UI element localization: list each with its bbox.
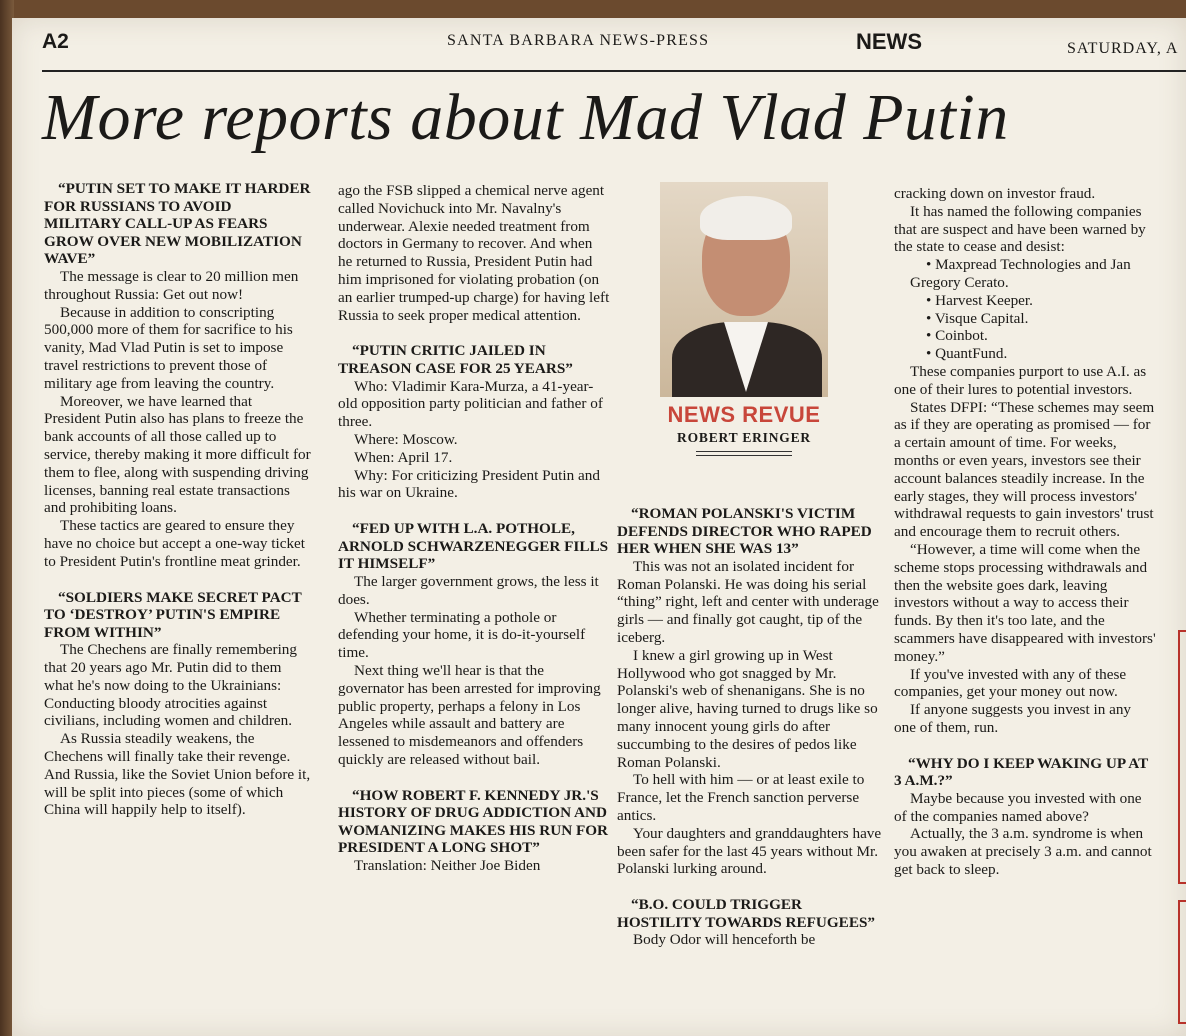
section-label: NEWS [856,29,922,54]
page-headline: More reports about Mad Vlad Putin [42,81,1009,154]
header-rule [42,70,1186,72]
paragraph: It has named the following companies that are suspect and have been warned by the state to cease and desist: [894,202,1146,256]
subhead-soldiers-pact: “SOLDIERS MAKE SECRET PACT TO ‘DESTROY’ PUTIN'S EMPIRE FROM WITHIN” [44,588,302,641]
byline: ROBERT ERINGER [677,430,811,445]
paragraph: This was not an isolated incident for Roman Polanski. He was doing his serial “thing” right, left and center with underage girls — and finally got caught, tip of the iceberg. [617,557,879,646]
list-item: • Harvest Keeper. [926,291,1033,309]
subhead-pothole: “FED UP WITH L.A. POTHOLE, ARNOLD SCHWARZENEGGER FILLS IT HIMSELF” [338,520,609,573]
paragraph: These companies purport to use A.I. as one of their lures to potential investors. [894,362,1147,398]
paragraph: To hell with him — or at least exile to France, let the French sanction perverse antics. [617,771,865,824]
paragraph: ago the FSB slipped a chemical nerve agent called Novichuck into Mr. Navalny's underwear. Alexie needed treatment from doctors in Germany to recover. And when he returned to Russia, President Putin had him imprisoned for violating probation (on an earlier trumped-up charge) for having left Russia to seek proper medical attention. [338,182,610,324]
paragraph: Where: Moscow. [354,430,458,448]
paragraph: Your daughters and granddaughters have been safer for the last 45 years without Mr. Polanski lurking around. [617,824,882,878]
paragraph: Actually, the 3 a.m. syndrome is when you awaken at precisely 3 a.m. and cannot get back to sleep. [894,825,1152,879]
paragraph: Translation: Neither Joe Biden [354,857,541,875]
paragraph: Who: Vladimir Kara-Murza, a 41-year-old opposition party politician and father of three. [338,377,603,431]
paragraph: The larger government grows, the less it does. [338,572,599,608]
paragraph: The Chechens are finally remembering that 20 years ago Mr. Putin did to them what he's now doing to the Ukrainians: Conducting bloody atrocities against civilians, including women and children. [44,641,297,730]
paragraph: As Russia steadily weakens, the Chechens will finally take their revenge. And Russia, like the Soviet Union before it, will be split into pieces (some of which China will happily help to itself). [44,730,311,819]
paragraph: These tactics are geared to ensure they have no choice but accept a one-way ticket to President Putin's frontline meat grinder. [44,517,306,570]
subhead-3am: “WHY DO I KEEP WAKING UP AT 3 A.M.?” [894,754,1148,790]
paper-name: SANTA BARBARA NEWS-PRESS [447,32,710,49]
paragraph: Because in addition to conscripting 500,000 more of them for sacrifice to his vanity, Mad Vlad Putin is set to impose travel restrictions to prevent those of military age from leaving the country. [44,303,293,392]
subhead-putin-critic: “PUTIN CRITIC JAILED IN TREASON CASE FOR 25 YEARS” [338,342,573,377]
issue-date: SATURDAY, A [1067,40,1179,57]
column-1 [44,180,312,819]
column-badge: NEWS REVUE [667,402,821,427]
paragraph: If anyone suggests you invest in any one of them, run. [894,701,1132,736]
paragraph: States DFPI: “These schemes may seem as if they are operating as promised — for a certain amount of time. For weeks, months or even years, investors see their account balances steadily increase. In the early stages, they will process investors' withdrawal requests to gain investors' trust and encourage them to recruit others. [894,398,1155,541]
subhead-polanski: “ROMAN POLANSKI'S VICTIM DEFENDS DIRECTOR WHO RAPED HER WHEN SHE WAS 13” [617,505,872,558]
paragraph: cracking down on investor fraud. [894,185,1096,202]
columnist-photo [660,182,828,397]
paragraph: Body Odor will henceforth be [633,931,816,949]
subhead-mobilization: “PUTIN SET TO MAKE IT HARDER FOR RUSSIANS TO AVOID MILITARY CALL-UP AS FEARS GROW OVER NEW MOBILIZATION WAVE” [44,180,311,268]
byline-rule [696,455,792,456]
paragraph: “However, a time will come when the scheme stops processing withdrawals and then the website goes dark, leaving investors without a way to access their funds. By then it's too late, and the scammers have disappeared with investors' money.” [894,540,1156,665]
list-item: • Coinbot. [926,327,988,345]
page-number: A2 [42,30,69,53]
paragraph: Why: For criticizing President Putin and his war on Ukraine. [338,466,600,502]
page-header [42,28,1186,58]
list-item: • QuantFund. [926,345,1008,363]
paragraph: Whether terminating a pothole or defending your home, it is do-it-yourself time. [338,608,586,662]
column-3 [617,505,885,949]
byline-rule [696,451,792,452]
list-item: • Visque Capital. [926,309,1029,327]
column-4 [894,185,1156,879]
paragraph: Next thing we'll hear is that the governator has been arrested for improving public property, perhaps a felony in Los Angeles while assault and battery are lessened to misdemeanors and offenders quickly are released without bail. [338,661,601,768]
list-item: • Maxpread Technologies and Jan Gregory Cerato. [910,256,1131,291]
adjacent-box-edge [1178,630,1186,884]
adjacent-box-edge [1178,900,1186,1024]
subhead-rfk: “HOW ROBERT F. KENNEDY JR.'S HISTORY OF DRUG ADDICTION AND WOMANIZING MAKES HIS RUN FOR PRESIDENT A LONG SHOT” [338,786,609,857]
subhead-body-odor: “B.O. COULD TRIGGER HOSTILITY TOWARDS REFUGEES” [617,896,875,931]
paragraph: If you've invested with any of these companies, get your money out now. [894,665,1127,701]
paragraph: When: April 17. [354,448,453,466]
paragraph: I knew a girl growing up in West Hollywood who got snagged by Mr. Polanski's web of shenanigans. She is no longer alive, having turned to drugs like so many innocent young girls do after succumbing to the desires of pedos like Roman Polanski. [617,646,878,771]
paragraph: Moreover, we have learned that President Putin also has plans to freeze the bank accounts of all those called up to service, thereby making it more difficult for them to flee, along with suspending driving licenses, banning real estate transactions and prohibiting loans. [44,392,311,517]
column-2 [338,182,610,875]
paragraph: Maybe because you invested with one of the companies named above? [894,789,1142,825]
paragraph: The message is clear to 20 million men throughout Russia: Get out now! [44,267,299,303]
